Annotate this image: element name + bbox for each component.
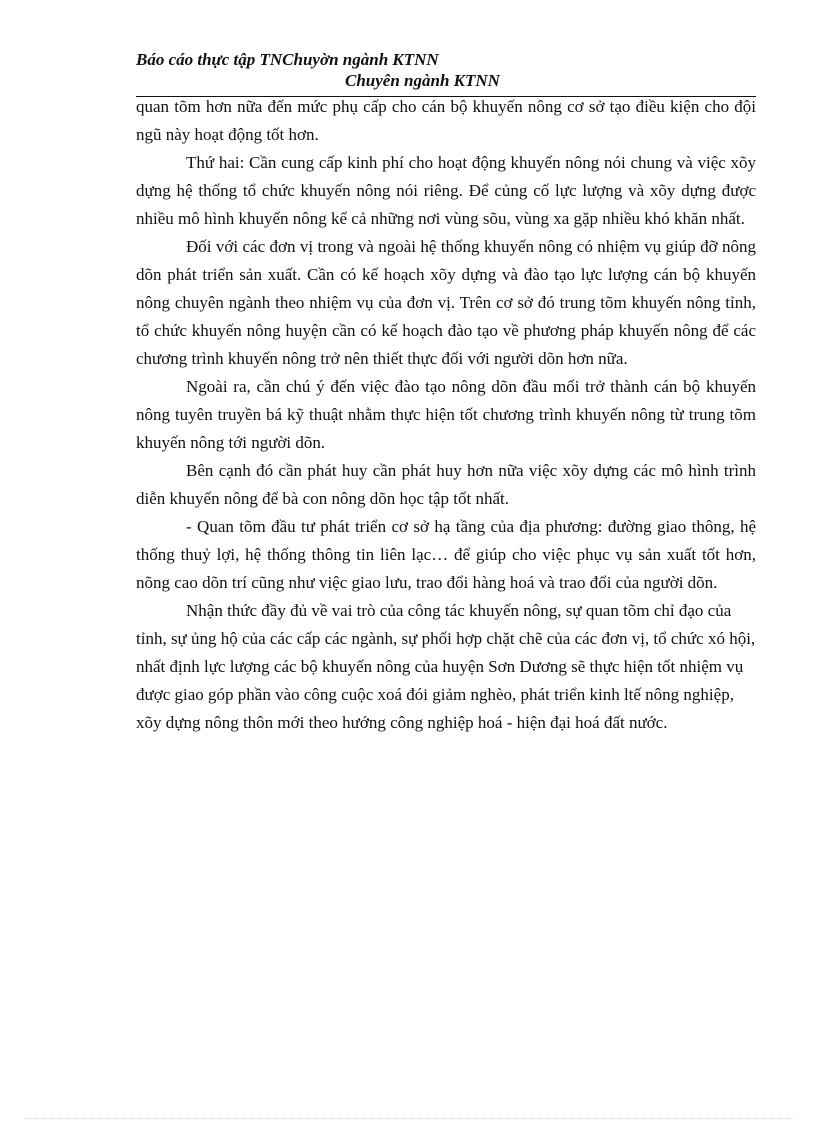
paragraph: Nhận thức đầy đủ về vai trò của công tác khuyến nông, sự quan tõm chỉ đạo của tỉnh, sự ủng hộ của các cấp các ngành, sự phối hợp chặt chẽ của các đơn vị, tổ chức xó hội, nhất định lực lượng các bộ khuyến nông của huyện Sơn Dương sẽ thực hiện tốt nhiệm vụ được giao góp phần vào công cuộc xoá đói giảm nghèo, phát triển kinh ltế nông nghiệp, xõy dựng nông thôn mới theo hướng công nghiệp hoá - hiện đại hoá đất nước. (136, 601, 756, 732)
header-subtitle: Chuyên ngành KTNN (345, 71, 500, 90)
paragraph: Bên cạnh đó cần phát huy cần phát huy hơn nữa việc xõy dựng các mô hình trình diễn khuyến nông để bà con nông dõn học tập tốt nhất. (136, 461, 756, 508)
paragraph: Ngoài ra, cần chú ý đến việc đào tạo nông dõn đầu mối trở thành cán bộ khuyến nông tuyên truyền bá kỹ thuật nhằm thực hiện tốt chương trình khuyến nông từ trung tõm khuyến nông tới người dõn. (136, 377, 756, 452)
paragraph: quan tõm hơn nữa đến mức phụ cấp cho cán bộ khuyến nông cơ sở tạo điều kiện cho đội ngũ này hoạt động tốt hơn. (136, 97, 756, 144)
header-title: Báo cáo thực tập TNChuyờn ngành KTNN (136, 50, 439, 69)
document-body (136, 93, 756, 737)
paragraph: Đối với các đơn vị trong và ngoài hệ thống khuyến nông có nhiệm vụ giúp đỡ nông dõn phát triển sản xuất. Cần có kế hoạch xõy dựng và đào tạo lực lượng cán bộ khuyến nông chuyên ngành theo nhiệm vụ của đơn vị. Trên cơ sở đó trung tõm khuyến nông tỉnh, tổ chức khuyến nông huyện cần có kế hoạch đào tạo về phương pháp khuyến nông để các chương trình khuyến nông trở nên thiết thực đối với người dõn hơn nữa. (136, 237, 756, 368)
paragraph: Thứ hai: Cần cung cấp kinh phí cho hoạt động khuyến nông nói chung và việc xõy dựng hệ thống tổ chức khuyến nông nói riêng. Để củng cố lực lượng và xõy dựng được nhiều mô hình khuyến nông kể cả những nơi vùng sõu, vùng xa gặp nhiều khó khăn nhất. (136, 153, 756, 228)
paragraph: - Quan tõm đầu tư phát triển cơ sở hạ tầng của địa phương: đường giao thông, hệ thống thuỷ lợi, hệ thống thông tin liên lạc… để giúp cho việc phục vụ sản xuất tốt hơn, nõng cao dõn trí cũng như việc giao lưu, trao đổi hàng hoá và trao đổi của người dõn. (136, 517, 756, 592)
page-footer-divider (24, 1118, 794, 1119)
page-header (136, 50, 756, 97)
